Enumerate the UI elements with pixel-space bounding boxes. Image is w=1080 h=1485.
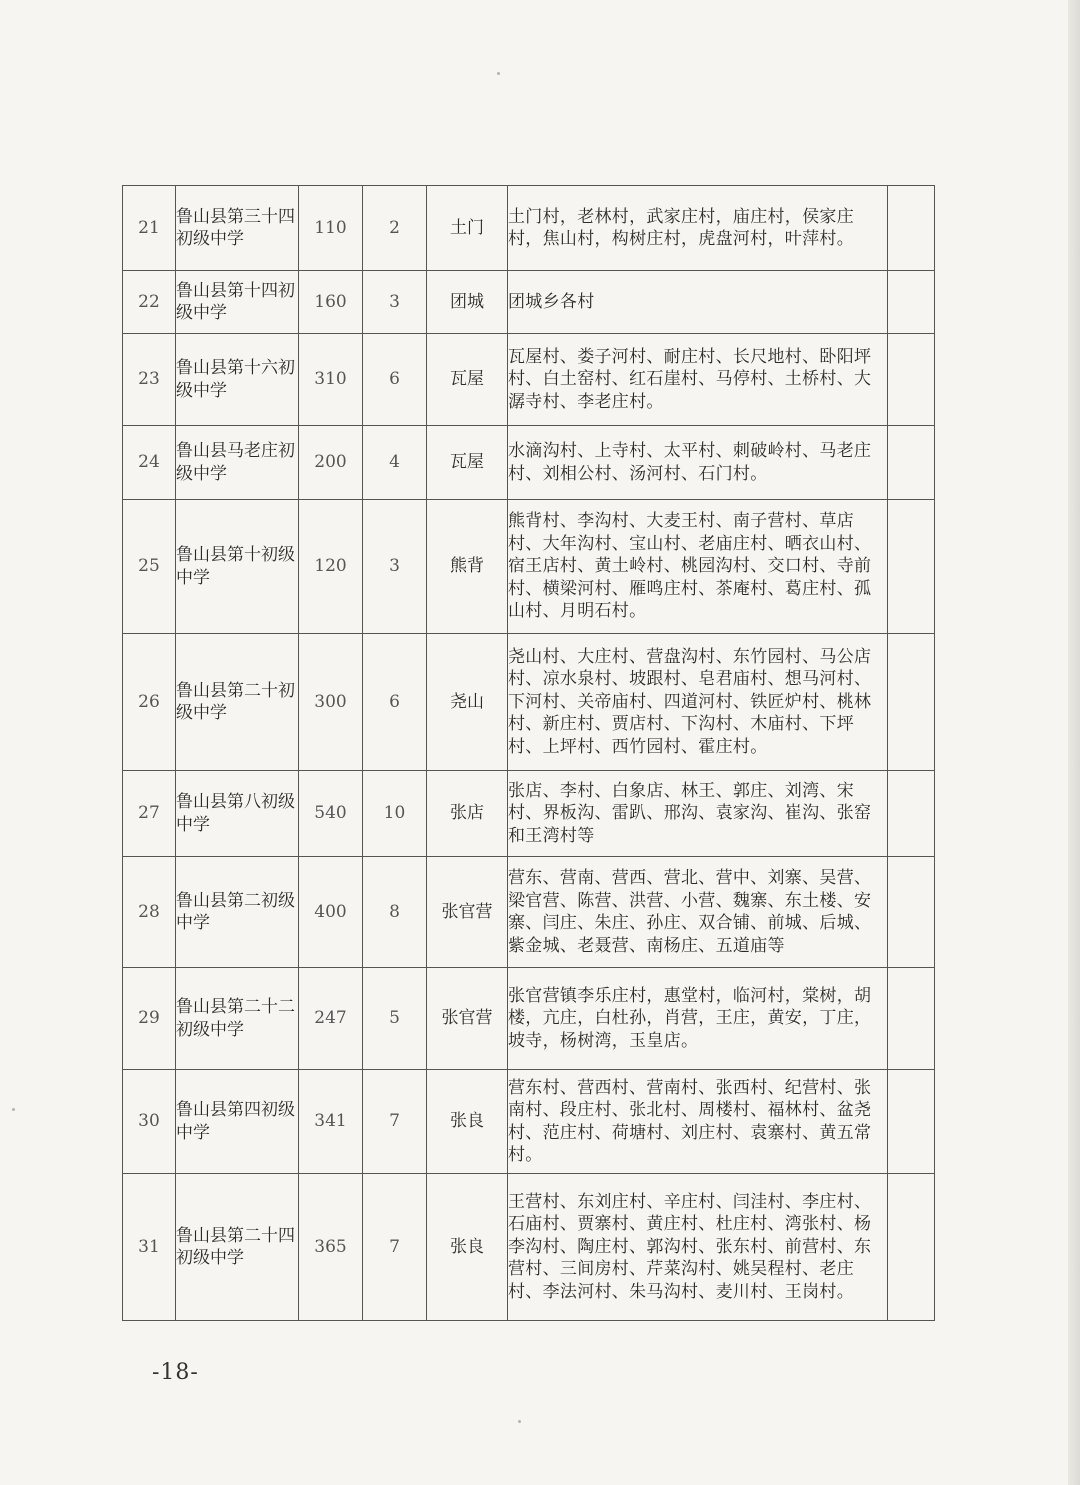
class-count: 3 — [363, 271, 427, 334]
student-count: 300 — [299, 634, 363, 771]
note-cell — [888, 334, 935, 426]
township: 土门 — [427, 186, 508, 271]
class-count: 10 — [363, 771, 427, 857]
student-count: 400 — [299, 857, 363, 968]
student-count: 365 — [299, 1174, 363, 1321]
class-count: 5 — [363, 968, 427, 1070]
row-number: 28 — [123, 857, 176, 968]
village-list: 王营村、东刘庄村、辛庄村、闫洼村、李庄村、石庙村、贾寨村、黄庄村、杜庄村、湾张村、杨李沟村、陶庄村、郭沟村、张东村、前营村、东营村、三间房村、芹菜沟村、姚吴程村、老庄村、李法河村、朱马沟村、麦川村、王岗村。 — [508, 1174, 888, 1321]
page-edge-shadow — [1068, 0, 1080, 1485]
village-list: 尧山村、大庄村、营盘沟村、东竹园村、马公店村、凉水泉村、坡跟村、皂君庙村、想马河村、下河村、关帝庙村、四道河村、铁匠炉村、桃林村、新庄村、贾店村、下沟村、木庙村、下坪村、上坪村、西竹园村、霍庄村。 — [508, 634, 888, 771]
table-row — [123, 968, 935, 1070]
page-number: -18- — [152, 1360, 199, 1385]
township: 张良 — [427, 1070, 508, 1174]
school-name: 鲁山县第八初级中学 — [176, 771, 299, 857]
class-count: 6 — [363, 634, 427, 771]
table-row — [123, 634, 935, 771]
school-name: 鲁山县第二十四初级中学 — [176, 1174, 299, 1321]
note-cell — [888, 186, 935, 271]
scan-speck — [12, 1108, 15, 1111]
student-count: 200 — [299, 426, 363, 500]
note-cell — [888, 1174, 935, 1321]
note-cell — [888, 426, 935, 500]
class-count: 7 — [363, 1070, 427, 1174]
village-list: 团城乡各村 — [508, 271, 888, 334]
student-count: 310 — [299, 334, 363, 426]
row-number: 30 — [123, 1070, 176, 1174]
township: 瓦屋 — [427, 426, 508, 500]
school-name: 鲁山县第十六初级中学 — [176, 334, 299, 426]
student-count: 247 — [299, 968, 363, 1070]
township: 张店 — [427, 771, 508, 857]
note-cell — [888, 968, 935, 1070]
school-name: 鲁山县马老庄初级中学 — [176, 426, 299, 500]
school-name: 鲁山县第十四初级中学 — [176, 271, 299, 334]
class-count: 2 — [363, 186, 427, 271]
row-number: 23 — [123, 334, 176, 426]
row-number: 22 — [123, 271, 176, 334]
village-list: 水滴沟村、上寺村、太平村、刺破岭村、马老庄村、刘相公村、汤河村、石门村。 — [508, 426, 888, 500]
school-name: 鲁山县第二十二初级中学 — [176, 968, 299, 1070]
village-list: 营东、营南、营西、营北、营中、刘寨、吴营、梁官营、陈营、洪营、小营、魏寨、东土楼、安寨、闫庄、朱庄、孙庄、双合铺、前城、后城、紫金城、老聂营、南杨庄、五道庙等 — [508, 857, 888, 968]
table-row — [123, 1174, 935, 1321]
township: 熊背 — [427, 500, 508, 634]
note-cell — [888, 271, 935, 334]
row-number: 31 — [123, 1174, 176, 1321]
village-list: 土门村，老林村，武家庄村，庙庄村，侯家庄村，焦山村，构树庄村，虎盘河村，叶萍村。 — [508, 186, 888, 271]
school-name: 鲁山县第三十四初级中学 — [176, 186, 299, 271]
note-cell — [888, 857, 935, 968]
table-row — [123, 1070, 935, 1174]
township: 团城 — [427, 271, 508, 334]
row-number: 29 — [123, 968, 176, 1070]
village-list: 张店、李村、白象店、林王、郭庄、刘湾、宋村、界板沟、雷趴、邢沟、袁家沟、崔沟、张窑和王湾村等 — [508, 771, 888, 857]
table-row — [123, 271, 935, 334]
village-list: 张官营镇李乐庄村，惠堂村，临河村，棠树，胡楼，亢庄，白杜孙，肖营，王庄，黄安，丁庄，坡寺，杨树湾，玉皇店。 — [508, 968, 888, 1070]
note-cell — [888, 1070, 935, 1174]
table-row — [123, 334, 935, 426]
class-count: 8 — [363, 857, 427, 968]
scan-speck — [497, 72, 500, 75]
school-name: 鲁山县第二十初级中学 — [176, 634, 299, 771]
table-row — [123, 857, 935, 968]
class-count: 4 — [363, 426, 427, 500]
student-count: 110 — [299, 186, 363, 271]
note-cell — [888, 634, 935, 771]
township: 尧山 — [427, 634, 508, 771]
student-count: 540 — [299, 771, 363, 857]
village-list: 熊背村、李沟村、大麦王村、南子营村、草店村、大年沟村、宝山村、老庙庄村、晒衣山村、宿王店村、黄土岭村、桃园沟村、交口村、寺前村、横梁河村、雁鸣庄村、茶庵村、葛庄村、孤山村、月明石村。 — [508, 500, 888, 634]
village-list: 瓦屋村、娄子河村、耐庄村、长尺地村、卧阳坪村、白土窑村、红石崖村、马停村、土桥村、大潺寺村、李老庄村。 — [508, 334, 888, 426]
row-number: 21 — [123, 186, 176, 271]
row-number: 25 — [123, 500, 176, 634]
table-row — [123, 771, 935, 857]
note-cell — [888, 500, 935, 634]
table-row — [123, 426, 935, 500]
student-count: 341 — [299, 1070, 363, 1174]
school-name: 鲁山县第二初级中学 — [176, 857, 299, 968]
village-list: 营东村、营西村、营南村、张西村、纪营村、张南村、段庄村、张北村、周楼村、福林村、盆尧村、范庄村、荷塘村、刘庄村、袁寨村、黄五常村。 — [508, 1070, 888, 1174]
student-count: 120 — [299, 500, 363, 634]
township: 张官营 — [427, 857, 508, 968]
township: 张良 — [427, 1174, 508, 1321]
class-count: 3 — [363, 500, 427, 634]
row-number: 27 — [123, 771, 176, 857]
row-number: 26 — [123, 634, 176, 771]
note-cell — [888, 771, 935, 857]
school-name: 鲁山县第四初级中学 — [176, 1070, 299, 1174]
scan-speck — [518, 1420, 521, 1423]
township: 瓦屋 — [427, 334, 508, 426]
student-count: 160 — [299, 271, 363, 334]
class-count: 6 — [363, 334, 427, 426]
row-number: 24 — [123, 426, 176, 500]
school-district-table — [122, 185, 935, 1321]
school-name: 鲁山县第十初级中学 — [176, 500, 299, 634]
table-row — [123, 186, 935, 271]
table-row — [123, 500, 935, 634]
class-count: 7 — [363, 1174, 427, 1321]
table-body — [123, 186, 935, 1321]
township: 张官营 — [427, 968, 508, 1070]
